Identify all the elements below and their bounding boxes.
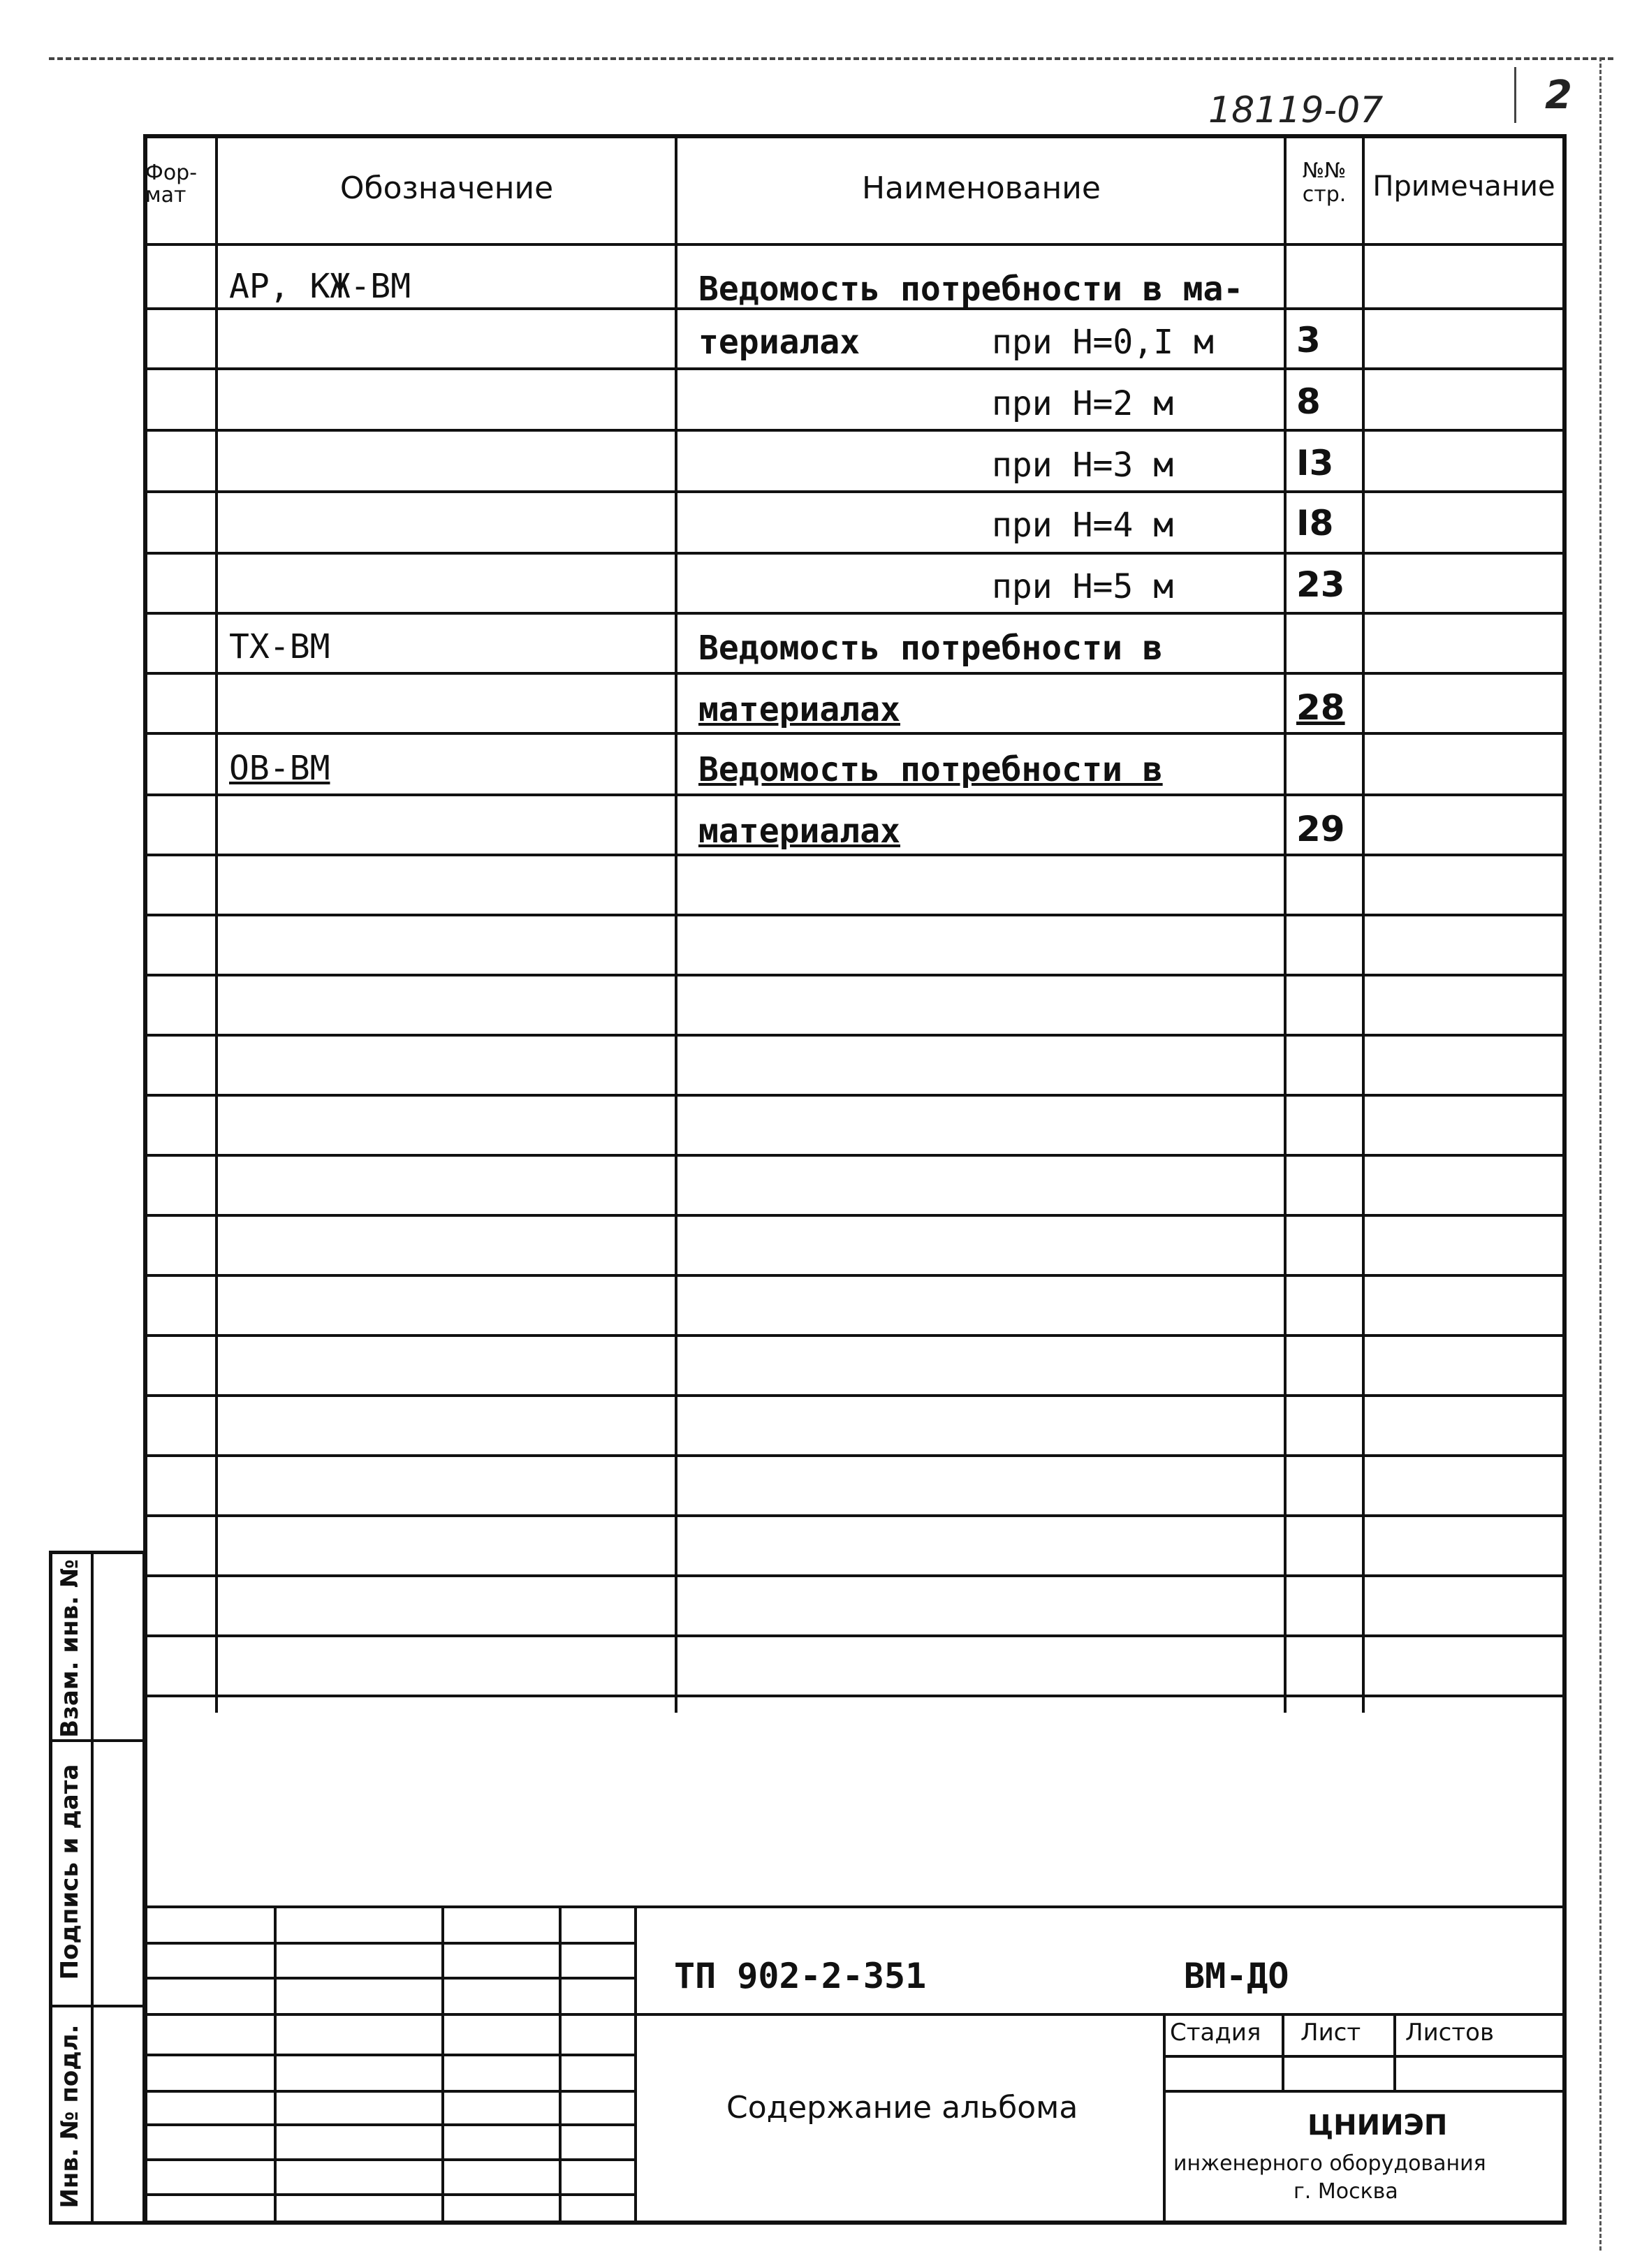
sheet-code: ВМ-ДО [1184,1956,1289,1996]
row-line [143,367,1567,370]
side-label-sign-date: Подпись и дата [56,1764,84,1980]
header-page-no: №№ стр. [1302,159,1347,207]
col-line-designation [675,134,677,1713]
header-designation: Обозначение [339,170,554,206]
row-10-page: 29 [1296,809,1345,849]
organization-line2: инженерного оборудования [1173,2151,1486,2176]
row-1-name: Ведомость потребности в ма- [698,270,1244,309]
row-line [143,1034,1567,1037]
tb-mid-line [143,2013,1567,2016]
col-line-format [215,134,218,1713]
row-3-condition: при Н=2 м [992,384,1174,423]
header-name: Наименование [862,170,1101,206]
stage-label: Стадия [1170,2019,1261,2047]
city: г. Москва [1293,2179,1398,2204]
tb-grid-col-2 [441,1905,444,2225]
row-line [143,1394,1567,1397]
side-label-inv-orig: Инв. № подл. [56,2024,84,2209]
row-line [143,1274,1567,1277]
row-line [143,1154,1567,1157]
row-line [143,732,1567,735]
row-9-designation: ОВ-ВМ [229,749,330,788]
side-stamp-inner-line [91,1551,94,2225]
side-stamp-sep-1 [49,1739,146,1742]
tb-right-sep [1163,2013,1166,2225]
tb-grid-row [143,2158,634,2161]
tb-grid-row [143,1977,634,1980]
organization: ЦНИИЭП [1307,2109,1448,2142]
sheet-label: Лист [1300,2019,1361,2047]
page-number: 2 [1545,73,1572,118]
row-6-condition: при Н=5 м [992,567,1174,606]
document-number: 18119-07 [1208,89,1384,131]
tb-top-line [143,1905,1567,1908]
row-line [143,1634,1567,1637]
row-line [143,1334,1567,1337]
tb-grid-row [143,1942,634,1945]
row-2-page: 3 [1296,320,1321,360]
header-format: Фор- мат [145,161,198,207]
row-line [143,429,1567,432]
tb-grid-row [143,2193,634,2196]
row-8-page: 28 [1296,687,1345,728]
row-1-designation: АР, КЖ-ВМ [229,267,411,306]
col-line-name [1284,134,1287,1713]
tb-stage-line-2 [1163,2090,1567,2093]
row-3-page: 8 [1296,381,1321,422]
sheet-frame [143,134,1567,2225]
row-line [143,612,1567,615]
tb-grid-row [143,2090,634,2093]
tb-stage-col-1 [1282,2013,1284,2090]
tb-left-sep [634,1905,637,2225]
row-line [143,490,1567,493]
page-number-divider [1514,67,1516,123]
tb-grid-col-1 [274,1905,277,2225]
row-5-condition: при Н=4 м [992,506,1174,545]
row-line [143,1454,1567,1457]
row-line [143,243,1567,246]
tb-grid-row [143,2054,634,2056]
side-label-interchange: Взам. инв. № [56,1559,84,1738]
right-dashed-rule [1599,57,1602,2251]
row-line [143,1214,1567,1217]
tb-grid-col-3 [559,1905,562,2225]
col-line-page [1362,134,1365,1713]
row-8-name: материалах [698,690,900,729]
row-line [143,974,1567,976]
project-code: ТП 902-2-351 [674,1956,927,1996]
side-stamp-sep-2 [49,2005,146,2007]
row-line [143,1695,1567,1697]
row-line [143,1514,1567,1517]
row-2-name: териалах [698,323,860,362]
row-line [143,672,1567,675]
row-7-name: Ведомость потребности в [698,629,1163,668]
top-dashed-rule [49,57,1613,60]
header-note: Примечание [1372,170,1555,203]
row-7-designation: ТХ-ВМ [229,627,330,666]
row-10-name: материалах [698,812,900,851]
tb-grid-row [143,2123,634,2126]
row-6-page: 23 [1296,564,1345,605]
row-9-name: Ведомость потребности в [698,750,1163,789]
row-2-condition: при Н=0,I м [992,323,1214,362]
sheets-label: Листов [1405,2019,1495,2047]
document-title: Содержание альбома [726,2090,1078,2126]
tb-stage-col-2 [1393,2013,1396,2090]
row-line [143,552,1567,555]
tb-stage-line [1163,2055,1567,2058]
row-line [143,854,1567,856]
row-line [143,793,1567,796]
row-4-condition: при Н=3 м [992,446,1174,485]
row-line [143,914,1567,916]
row-line [143,1574,1567,1577]
row-4-page: I3 [1296,443,1334,483]
row-5-page: I8 [1296,503,1334,543]
row-line [143,1094,1567,1097]
